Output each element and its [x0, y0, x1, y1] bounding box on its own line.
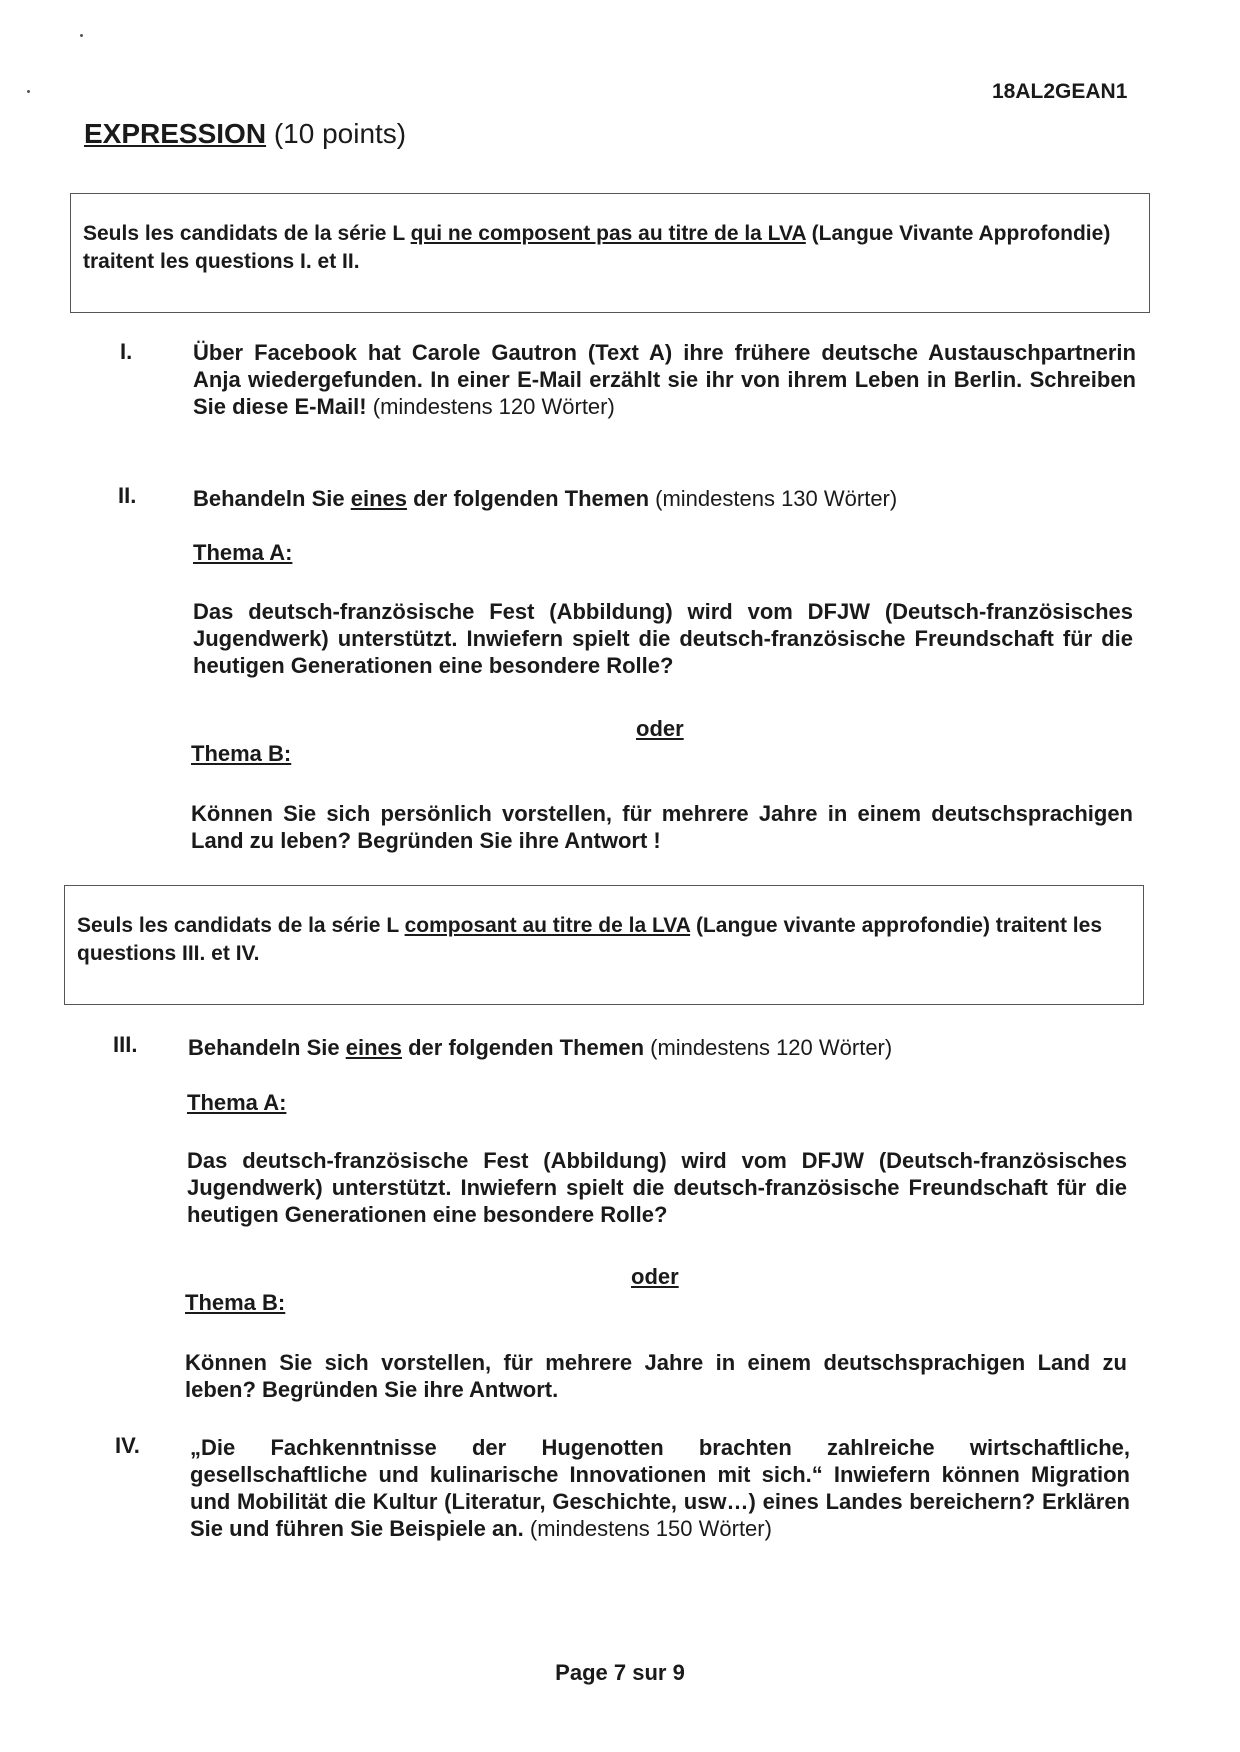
- section-title-points: (10 points): [273, 118, 407, 149]
- notice-2-text: Seuls les candidats de la série L: [77, 914, 405, 937]
- question-2-thema-b-label: Thema B:: [191, 741, 292, 766]
- notice-2-text-end: (Langue vivante approfondie) traitent les questions III. et IV.: [77, 914, 1102, 965]
- question-1-prompt: Über Facebook hat Carole Gautron (Text A) ihre frühere deutsche Austauschpartnerin Anja wiedergefunden. In einer E-Mail erzählt sie ihr von ihrem Leben in Berlin. Schreiben Sie diese E-Mail!: [193, 340, 1136, 419]
- scan-speck: [80, 34, 83, 37]
- question-3-thema-b-label: Thema B:: [185, 1290, 286, 1315]
- notice-1-text-end: (Langue Vivante Approfondie) traitent les questions I. et II.: [83, 222, 1111, 273]
- question-1-text: [193, 339, 1136, 420]
- section-title: [84, 118, 406, 150]
- question-3-thema-a-label: Thema A:: [187, 1090, 287, 1115]
- notice-2-underlined: composant au titre de la LVA: [404, 914, 691, 937]
- notice-1-underlined: qui ne composent pas au titre de la LVA: [410, 222, 806, 245]
- question-3-number: III.: [113, 1032, 138, 1057]
- question-2-intro-text-end: der folgenden Themen: [406, 486, 650, 511]
- question-3-oder: oder: [631, 1264, 679, 1289]
- question-2-intro: [193, 485, 1136, 512]
- question-4-prompt: „Die Fachkenntnisse der Hugenotten brachten zahlreiche wirtschaftliche, gesellschaftliche und kulinarische Innovationen mit sich.“ Inwiefern können Migration und Mobilität die Kultur (Literatur, Geschichte, usw…) eines Landes bereichern? Erklären Sie und führen Sie Beispiele an.: [190, 1435, 1130, 1541]
- question-2-intro-underlined: eines: [350, 486, 407, 511]
- question-2-thema-b-text: Können Sie sich persönlich vorstellen, für mehrere Jahre in einem deutschsprachigen Land zu leben? Begründen Sie ihre Antwort !: [191, 801, 1133, 853]
- question-2-intro-text: Behandeln Sie: [193, 486, 351, 511]
- question-3-intro-underlined: eines: [345, 1035, 402, 1060]
- question-1-number: I.: [120, 339, 133, 364]
- notice-box-2: [64, 885, 1144, 1005]
- page-number: Page 7 sur 9: [555, 1660, 685, 1685]
- notice-box-1: [70, 193, 1150, 313]
- question-2-number: II.: [118, 483, 137, 508]
- question-2-thema-a-text: Das deutsch-französische Fest (Abbildung) wird vom DFJW (Deutsch-französisches Jugendwerk) unterstützt. Inwiefern spielt die deutsch-französische Freundschaft für die heutigen Generationen eine besondere Rolle?: [193, 599, 1133, 678]
- question-3-intro-text-end: der folgenden Themen: [401, 1035, 645, 1060]
- question-2-oder: oder: [636, 716, 684, 741]
- question-3-word-count: (mindestens 120 Wörter): [644, 1035, 893, 1060]
- notice-1-text: Seuls les candidats de la série L: [83, 222, 411, 245]
- document-code: 18AL2GEAN1: [992, 80, 1128, 103]
- question-2-word-count: (mindestens 130 Wörter): [649, 486, 898, 511]
- question-3-thema-a-text: Das deutsch-französische Fest (Abbildung) wird vom DFJW (Deutsch-französisches Jugendwerk) unterstützt. Inwiefern spielt die deutsch-französische Freundschaft für die heutigen Generationen eine besondere Rolle?: [187, 1148, 1127, 1227]
- question-4-word-count: (mindestens 150 Wörter): [523, 1516, 772, 1541]
- scan-speck: [27, 90, 30, 93]
- question-4-number: IV.: [115, 1433, 140, 1458]
- question-2-thema-a-label: Thema A:: [193, 540, 293, 565]
- question-3-thema-b-text: Können Sie sich vorstellen, für mehrere Jahre in einem deutschsprachigen Land zu leben? Begründen Sie ihre Antwort.: [185, 1350, 1127, 1402]
- question-3-intro: [188, 1034, 1131, 1061]
- question-3-intro-text: Behandeln Sie: [188, 1035, 346, 1060]
- section-title-main: EXPRESSION: [84, 118, 267, 149]
- question-1-word-count: (mindestens 120 Wörter): [366, 394, 615, 419]
- question-4-text: [190, 1434, 1130, 1542]
